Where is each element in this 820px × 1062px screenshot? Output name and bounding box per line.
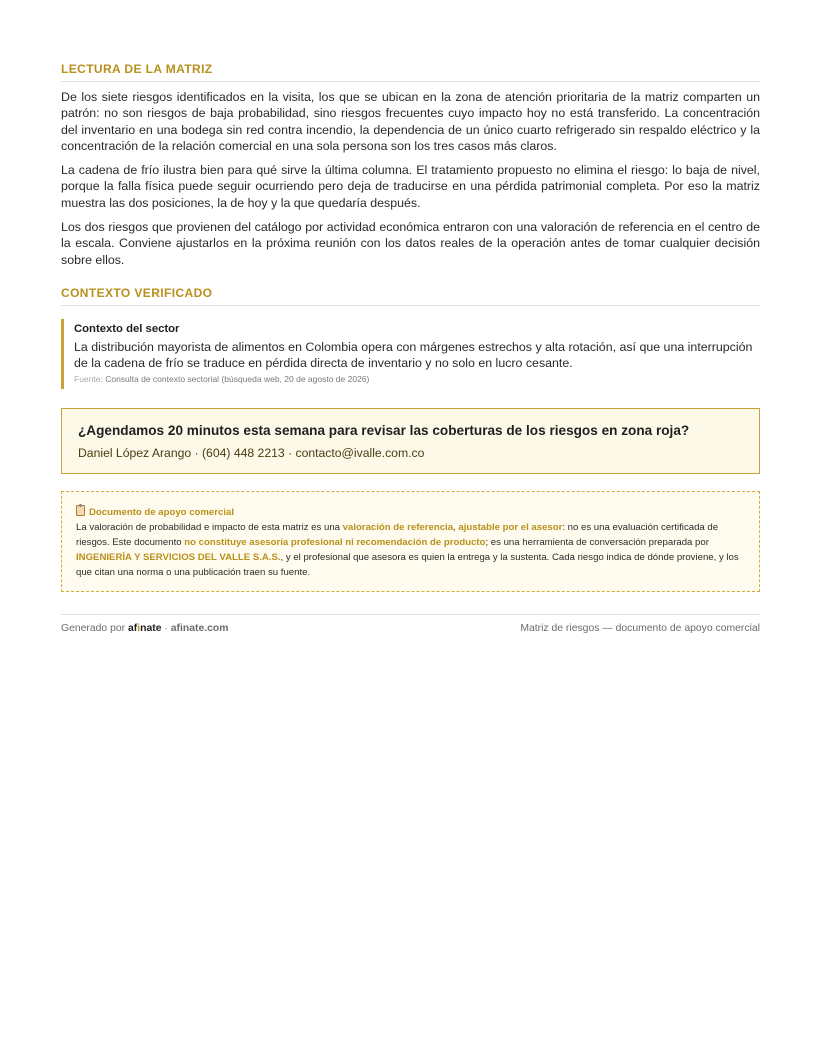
context-quote	[61, 319, 760, 389]
paragraph-lectura-2: La cadena de frío ilustra bien para qué sirve la última columna. El tratamiento propuesto no elimina el riesgo: lo baja de nivel, porque la falla física puede seguir ocurriendo pero deja de traducirse en una pérdida patrimonial completa. Por eso la matriz muestra las dos posiciones, la de hoy y la que quedaría después.	[61, 163, 760, 210]
disclaimer-text-2: : no es una evaluación certificada de riesgos. Este documento	[76, 521, 719, 548]
footer-brand-logo[interactable]	[128, 623, 162, 634]
brand-part-a: af	[128, 622, 138, 634]
disclaimer-box	[61, 491, 760, 592]
context-quote-source	[74, 374, 760, 387]
footer-left	[61, 623, 229, 634]
cta-contact-line: Daniel López Arango · (604) 448 2213 · contacto@ivalle.com.co	[78, 445, 425, 460]
call-to-action-box	[61, 408, 760, 474]
disclaimer-body	[76, 520, 745, 580]
context-quote-text: La distribución mayorista de alimentos en Colombia opera con márgenes estrechos y alta rotación, así que una interrupción de la cadena de frío se traduce en pérdida directa de inventario y no solo en lucro cesante.	[74, 339, 753, 371]
source-label: Fuente:	[74, 373, 103, 384]
page-footer	[61, 614, 760, 634]
clipboard-icon	[76, 505, 85, 516]
disclaimer-highlight-not-advice: no constituye asesoría profesional ni recomendación de producto	[184, 536, 486, 548]
context-quote-title: Contexto del sector	[74, 322, 180, 335]
paragraph-lectura-1: De los siete riesgos identificados en la visita, los que se ubican en la zona de atención prioritaria de la matriz comparten un patrón: no son riesgos de baja probabilidad, sino riesgos frecuentes cuyo impacto hoy no está transferido. La concentración del inventario en una bodega sin red contra incendio, la dependencia de un único cuarto refrigerado sin respaldo eléctrico y la concentración de la relación comercial en una sola persona son los tres casos más claros.	[61, 90, 760, 153]
cta-question: ¿Agendamos 20 minutos esta semana para revisar las coberturas de los riesgos en zona roja?	[78, 422, 690, 438]
disclaimer-text-3: ; es una herramienta de conversación preparada por	[485, 536, 709, 548]
source-text: Consulta de contexto sectorial (búsqueda web, 20 de agosto de 2026)	[105, 373, 370, 384]
paragraph-lectura-3: Los dos riesgos que provienen del catálogo por actividad económica entraron con una valoración de referencia en el centro de la escala. Conviene ajustarlos en la próxima reunión con los datos reales de la operación antes de tomar cualquier decisión sobre ellos.	[61, 220, 760, 267]
brand-part-i: i	[137, 622, 141, 634]
disclaimer-text-1: La valoración de probabilidad e impacto de esta matriz es una	[76, 521, 343, 533]
footer-site-link[interactable]: afinate.com	[170, 622, 229, 634]
footer-right: Matriz de riesgos — documento de apoyo comercial	[520, 622, 760, 634]
disclaimer-highlight-reference: valoración de referencia, ajustable por el asesor	[342, 521, 563, 533]
disclaimer-title	[76, 505, 745, 520]
footer-separator: ·	[161, 622, 171, 634]
disclaimer-title-text: Documento de apoyo comercial	[89, 506, 235, 518]
section-heading-lectura: LECTURA DE LA MATRIZ	[61, 62, 760, 82]
brand-part-b: nate	[140, 622, 162, 634]
footer-generated-prefix: Generado por	[61, 622, 129, 634]
section-heading-contexto: CONTEXTO VERIFICADO	[61, 286, 760, 306]
disclaimer-highlight-company: INGENIERÍA Y SERVICIOS DEL VALLE S.A.S.	[76, 551, 281, 563]
disclaimer-text-4: , y el profesional que asesora es quien la entrega y la sustenta. Cada riesgo indica de dónde proviene, y los que citan una norma o una publicación traen su fuente.	[76, 551, 739, 578]
document-page	[61, 0, 760, 634]
